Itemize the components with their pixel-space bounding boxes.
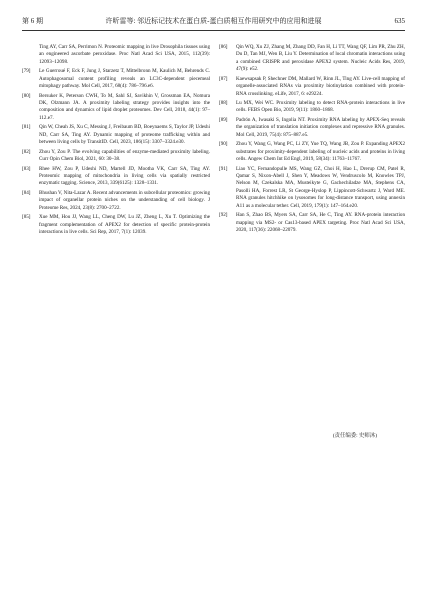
- reference-number: [90]: [219, 141, 228, 148]
- reference-item: [22, 124, 210, 146]
- reference-text: Padrón A, Iwasaki S, Ingolia NT. Proximity RNA labeling by APEX-Seq reveals the organization of translation initiation complexes and repressive RNA granules. Mol Cell, 2019, 75(4): 875–887.e5.: [236, 116, 405, 138]
- reference-number: [87]: [219, 75, 228, 82]
- reference-number: [82]: [22, 148, 31, 155]
- reference-text: Bersuker K, Peterson CWH, To M, Sahl SJ, Savikhin V, Grossman EA, Nomura DK, Olzmann JA. A proximity labeling strategy provides insights into the composition and dynamics of lipid droplet proteomes. Dev Cell, 2018, 44(1): 97–112.e7.: [39, 92, 210, 121]
- reference-item: [219, 100, 405, 115]
- reference-number: [92]: [219, 212, 228, 219]
- reference-number: [84]: [22, 189, 31, 196]
- reference-number: [81]: [22, 124, 31, 131]
- reference-text: Xue MM, Hou JJ, Wang LL, Cheng DW, Lu JZ, Zheng L, Xu T. Optimizing the fragment complementation of APEX2 for detection of specific protein-protein interactions in live cells. Sci Rep, 2017, 7(1): 12039.: [39, 214, 210, 235]
- reference-number: [89]: [219, 116, 228, 123]
- reference-number: [83]: [22, 165, 31, 172]
- reference-item: [219, 141, 405, 163]
- reference-text: Kaewsapsak P, Shechner DM, Mallard W, Rinn JL, Ting AY. Live-cell mapping of organelle-associated RNAs via proximity biotinylation combined with protein-RNA crosslinking. eLife, 2017, 6: e29224.: [236, 75, 405, 97]
- reference-column-right: [219, 44, 405, 236]
- reference-number: [86]: [219, 44, 228, 50]
- reference-item: [219, 166, 405, 210]
- reference-text: Le Guerroué F, Eck F, Jung J, Starzetz T, Mittelbronn M, Kaulich M, Behrends C. Autophagosomal content profiling reveals an LC3C-dependent piecemeal mitophagy pathway. Mol Cell, 2017, 68(4): 786–796.e6.: [39, 68, 210, 90]
- reference-column-left: [22, 44, 210, 239]
- reference-text: Liao YC, Fernandopulle MS, Wang GZ, Choi H, Hao L, Drerup CM, Patel R, Qamar S, Nixon-Abell J, Shen Y, Meadows W, Vendruscolo M, Knowles TPJ, Nelson M, Czekalska MA, Musteikyte G, Gachechiladze MA, Stephens CA, Pasolli HA, Forrest LR, St George-Hyslop P, Lippincott-Schwartz J, Ward ME. RNA granules hitchhike on lysosomes for long-distance transport, using annexin A11 as a molecular tether. Cell, 2019, 179(1): 147–164.e20.: [236, 165, 405, 209]
- editor-signoff: (责任编委: 史师沐): [332, 433, 377, 439]
- reference-number: [85]: [22, 214, 31, 221]
- reference-number: [80]: [22, 92, 31, 99]
- reference-text: Ting AY, Carr SA, Perrimon N. Proteomic mapping in live Drosophila tissues using an engineered ascorbate peroxidase. Proc Natl Acad Sci USA, 2015, 112(39): 12093–12098.: [39, 44, 210, 65]
- running-header: [22, 16, 405, 30]
- reference-item: [22, 68, 210, 90]
- reference-item: [219, 44, 405, 74]
- header-divider: [22, 30, 405, 31]
- reference-item: [219, 76, 405, 98]
- reference-text: Han S, Zhao BS, Myers SA, Carr SA, He C, Ting AY. RNA-protein interaction mapping via MS2- or Cas13-based APEX targeting. Proc Natl Acad Sci USA, 2020, 117(36): 22068–22079.: [236, 212, 405, 233]
- running-title: 许昕雷等: 邻近标记技术在蛋白质-蛋白质相互作用研究中的应用和进展: [105, 17, 322, 25]
- reference-item: [22, 214, 210, 236]
- reference-text: Zhou Y, Zou P. The evolving capabilities of enzyme-mediated proximity labeling. Curr Opin Chem Biol, 2021, 60: 30–38.: [39, 148, 210, 163]
- reference-text: Bhushan V, Nita-Lazar A. Recent advancements in subcellular proteomics: growing impact of organellar protein niches on the understanding of cell biology. J Proteome Res, 2024, 23(8): 2700–2722.: [39, 189, 210, 211]
- reference-text: Zhou Y, Wang G, Wang PC, Li ZY, Yue TQ, Wang JB, Zou P. Expanding APEX2 substrates for proximity-dependent labeling of nucleic acids and proteins in living cells. Angew Chem Int Ed Engl, 2019, 58(34): 11763–11767.: [236, 141, 405, 163]
- reference-item: [22, 93, 210, 123]
- reference-number: [91]: [219, 165, 228, 172]
- reference-number: [88]: [219, 100, 228, 107]
- reference-item: [22, 190, 210, 212]
- reference-item: [219, 117, 405, 139]
- reference-text: Lu MX, Wei WC. Proximity labeling to detect RNA-protein interactions in live cells. FEBS Open Bio, 2019, 9(11): 1860–1868.: [236, 100, 405, 114]
- reference-text: Qin WQ, Xu ZJ, Zhang M, Zhang DD, Fan H, Li TT, Wang QF, Lim PR, Zhu ZH, Du D, Tan MJ, Wen B, Liu Y. Determination of local chromatin interactions using a combined CRISPR and peroxidase APEX2 system. Nucleic Acids Res, 2019, 47(9): e52.: [236, 44, 405, 73]
- reference-number: [79]: [22, 68, 31, 75]
- reference-item: [219, 212, 405, 234]
- page-number: 635: [394, 17, 405, 25]
- reference-item: [22, 149, 210, 164]
- reference-text: Qin W, Cheah JS, Xu C, Messing J, Freibaum BD, Boeynaems S, Taylor JP, Udeshi ND, Carr SA, Ting AY. Dynamic mapping of proteome trafficking within and between living cells by TransitID. Cell, 2023, 186(15): 3307–3324.e30.: [39, 124, 210, 146]
- issue-number: 第 6 期: [22, 17, 43, 25]
- reference-item: [22, 166, 210, 188]
- reference-item: [22, 44, 210, 66]
- reference-text: Rhee HW, Zou P, Udeshi ND, Martell JD, Mootha VK, Carr SA, Ting AY. Proteomic mapping of mitochondria in living cells via spatially restricted enzymatic tagging. Science, 2013, 339(6125): 1328–1331.: [39, 165, 210, 187]
